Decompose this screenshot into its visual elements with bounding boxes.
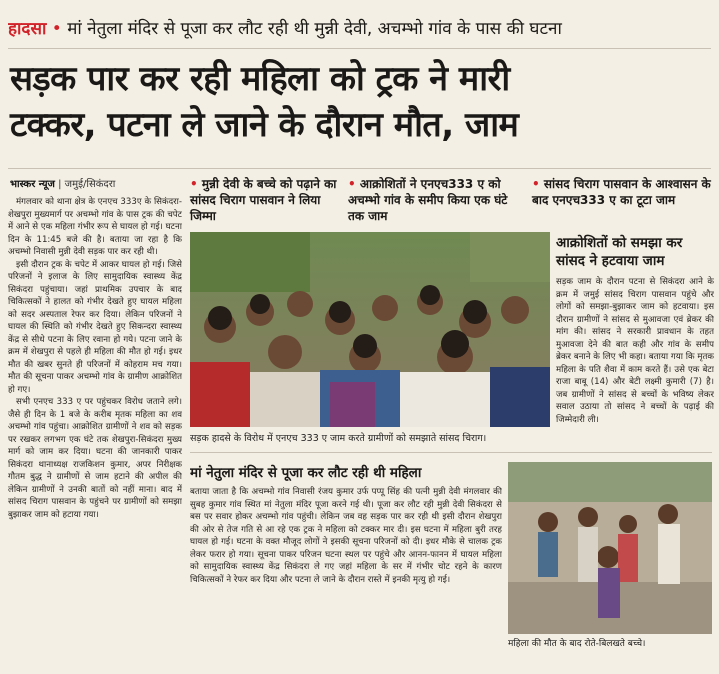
crowd-photo-image [190, 232, 550, 427]
highlight-3-text: सांसद चिराग पासवान के आश्वासन के बाद एनएच333 ए का टूटा जाम [532, 177, 711, 207]
left-paragraph-2: इसी दौरान ट्रक के चपेट में आकर घायल हो गई। जिसे परिजनों ने इलाज के लिए सामुदायिक स्वास्थ्य केंद्र सिकंदरा पहुंचाया। जहां प्राथमिक उपचार के बाद चिकित्सकों ने हालत को गंभीर देखते हुए घायल महिला को सदर अस्पताल रेफर कर दिया। लेकिन परिजनों ने घायल की स्थिति को गंभीर देखते हुए सिकन्दरा स्वास्थ्य केंद्र से सीधे पटना के लिए रवाना हो गये। पटना जाने के क्रम में शेखपुरा से पहले ही महिला की मौत हो गई। इधर मौत की खबर सुनते ही परिजनों में कोहराम मच गया। मौत की सूचना पाकर अचम्भो गांव के ग्रामीण आक्रोशित हो गए। [8, 259, 182, 395]
children-photo-image [508, 462, 712, 634]
highlight-3 [532, 176, 712, 208]
section-divider [190, 452, 712, 453]
left-paragraph-1: मंगलवार को थाना क्षेत्र के एनएच 333ए के सिकंदरा-शेखपुरा मुख्यमार्ग पर अचम्भो गांव के पास ट्रक की चपेट में आने से एक महिला गंभीर रूप से घायल हो गई। घटना दिन के 11:45 बजे की है। बताया जा रहा है कि अचम्भो निवासी मुन्नी देवी सड़क पार कर रही थी। [8, 197, 182, 257]
kicker-text: मां नेतुला मंदिर से पूजा कर लौट रही थी मुन्नी देवी, अचम्भो गांव के पास की घटना [67, 19, 562, 39]
bullet-dot-icon: • [532, 177, 540, 191]
left-paragraph-3: सभी एनएच 333 ए पर पहुंचकर विरोध जताने लगे। जैसे ही दिन के 1 बजे के करीब मृतक महिला का शव अचम्भो गांव पहुंचा। आक्रोशित ग्रामीणों ने शव को सड़क पर रखकर लगभग एक घंटे तक शेखपुरा-सिकंदरा मुख्य मार्ग को जाम कर दिया। घटना की जानकारी पाकर सिकंदरा थानाध्यक्ष राजकिशन कुमार, अपर निरीक्षक गौतम बुद्ध ने ग्रामीणों से जाम हटाने की अपील की लेकिन ग्रामीणों ने उनकी बातों को नहीं माना। बाद में सांसद चिराग पासवान के पहुंचने पर ग्रामीणों को समझा बुझाकर जाम को हटाया गया। [8, 397, 182, 520]
headline [10, 56, 710, 148]
bullet-dot-icon: • [190, 177, 198, 191]
crowd-photo-caption: सड़क हादसे के विरोध में एनएच 333 ए जाम करते ग्रामीणों को समझाते सांसद चिराग। [190, 433, 487, 444]
highlight-1 [190, 176, 340, 224]
kicker-line [8, 14, 713, 44]
byline-place: | जमुई/सिकंदरा [58, 179, 116, 190]
headline-divider [8, 168, 711, 169]
children-photo [508, 462, 712, 634]
kicker-divider [8, 48, 711, 49]
headline-line-2: टक्कर, पटना ले जाने के दौरान मौत, जाम [10, 105, 519, 145]
byline [10, 176, 115, 190]
right-box-text: सड़क जाम के दौरान पटना से सिकंदरा आने के क्रम में जमुई सांसद चिराग पासवान पहुंचे और लोगों को समझा-बुझाकर जाम को हटवाया। इस दौरान ग्रामीणों ने सांसद से मुआवजा एवं ब्रेकर की मांग की। सांसद ने सरकारी प्रावधान के तहत मुआवजा देने की बात कही और गांव के समीप ब्रेकर बनाने के लिए भी कहा। बताया गया कि मृतक महिला के पति शैवा में काम करते हैं। उसे एक बेटा राजा बाबू (14) और बेटी लक्ष्मी कुमारी (7) है। जब ग्रामीणों ने सांसद से बच्चों के भविष्य लेकर सवाल उठाया तो सांसद ने बच्चों के पढ़ाई की जिम्मेदारी ली। [556, 277, 714, 425]
right-box-heading: आक्रोशितों को समझा कर सांसद ने हटवाया जाम [556, 235, 683, 269]
kicker-separator: • [51, 19, 62, 39]
bullet-dot-icon: • [348, 177, 356, 191]
highlight-2-text: आक्रोशितों ने एनएच333 ए को अचम्भो गांव के समीप किया एक घंटे तक जाम [348, 177, 508, 223]
sub-story-text: बताया जाता है कि अचम्भो गांव निवासी रंजय कुमार उर्फ पप्पू सिंह की पत्नी मुन्नी देवी मंगलवार की सुबह कुमार गांव स्थित मां नेतुला मंदिर पूजा करने गई थी। पूजा कर लौट रही मुन्नी देवी सिकंदरा से बस पर सवार होकर अचम्भो गांव पहुंची। लेकिन जब वह सड़क पार कर रही थी इसी दौरान शेखपुरा की ओर से तेज गति से आ रहे एक ट्रक ने महिला को टक्कर मार दी। इस घटना में महिला बुरी तरह घायल हो गई। घटना के वक्त मौजूद लोगों ने इसकी सूचना परिजनों को दी। इधर मौके से चालक ट्रक लेकर फरार हो गया। सूचना पाकर परिजन घटना स्थल पर पहुंचे और आनन-फानन में घायल महिला को सामुदायिक स्वास्थ्य केंद्र सिकंदरा ले गए जहां महिला के सर में गंभीर चोट रहने के कारण चिकित्सकों ने रेफर कर दिया और पटना ले जाने के दौरान रास्ते में इनकी मृत्यु हो गई। [190, 487, 502, 585]
left-column-body [8, 196, 182, 666]
right-box [556, 234, 714, 456]
byline-source: भास्कर न्यूज [10, 179, 55, 190]
highlight-1-text: मुन्नी देवी के बच्चे को पढ़ाने का सांसद चिराग पासवान ने लिया जिम्मा [190, 177, 337, 223]
kicker-label: हादसा [8, 19, 47, 39]
highlight-2 [348, 176, 526, 224]
sub-story-heading: मां नेतुला मंदिर से पूजा कर लौट रही थी महिला [190, 465, 422, 481]
headline-line-1: सड़क पार कर रही महिला को ट्रक ने मारी [10, 59, 510, 99]
crowd-photo [190, 232, 550, 427]
children-photo-caption: महिला की मौत के बाद रोते-बिलखते बच्चे। [508, 639, 646, 649]
